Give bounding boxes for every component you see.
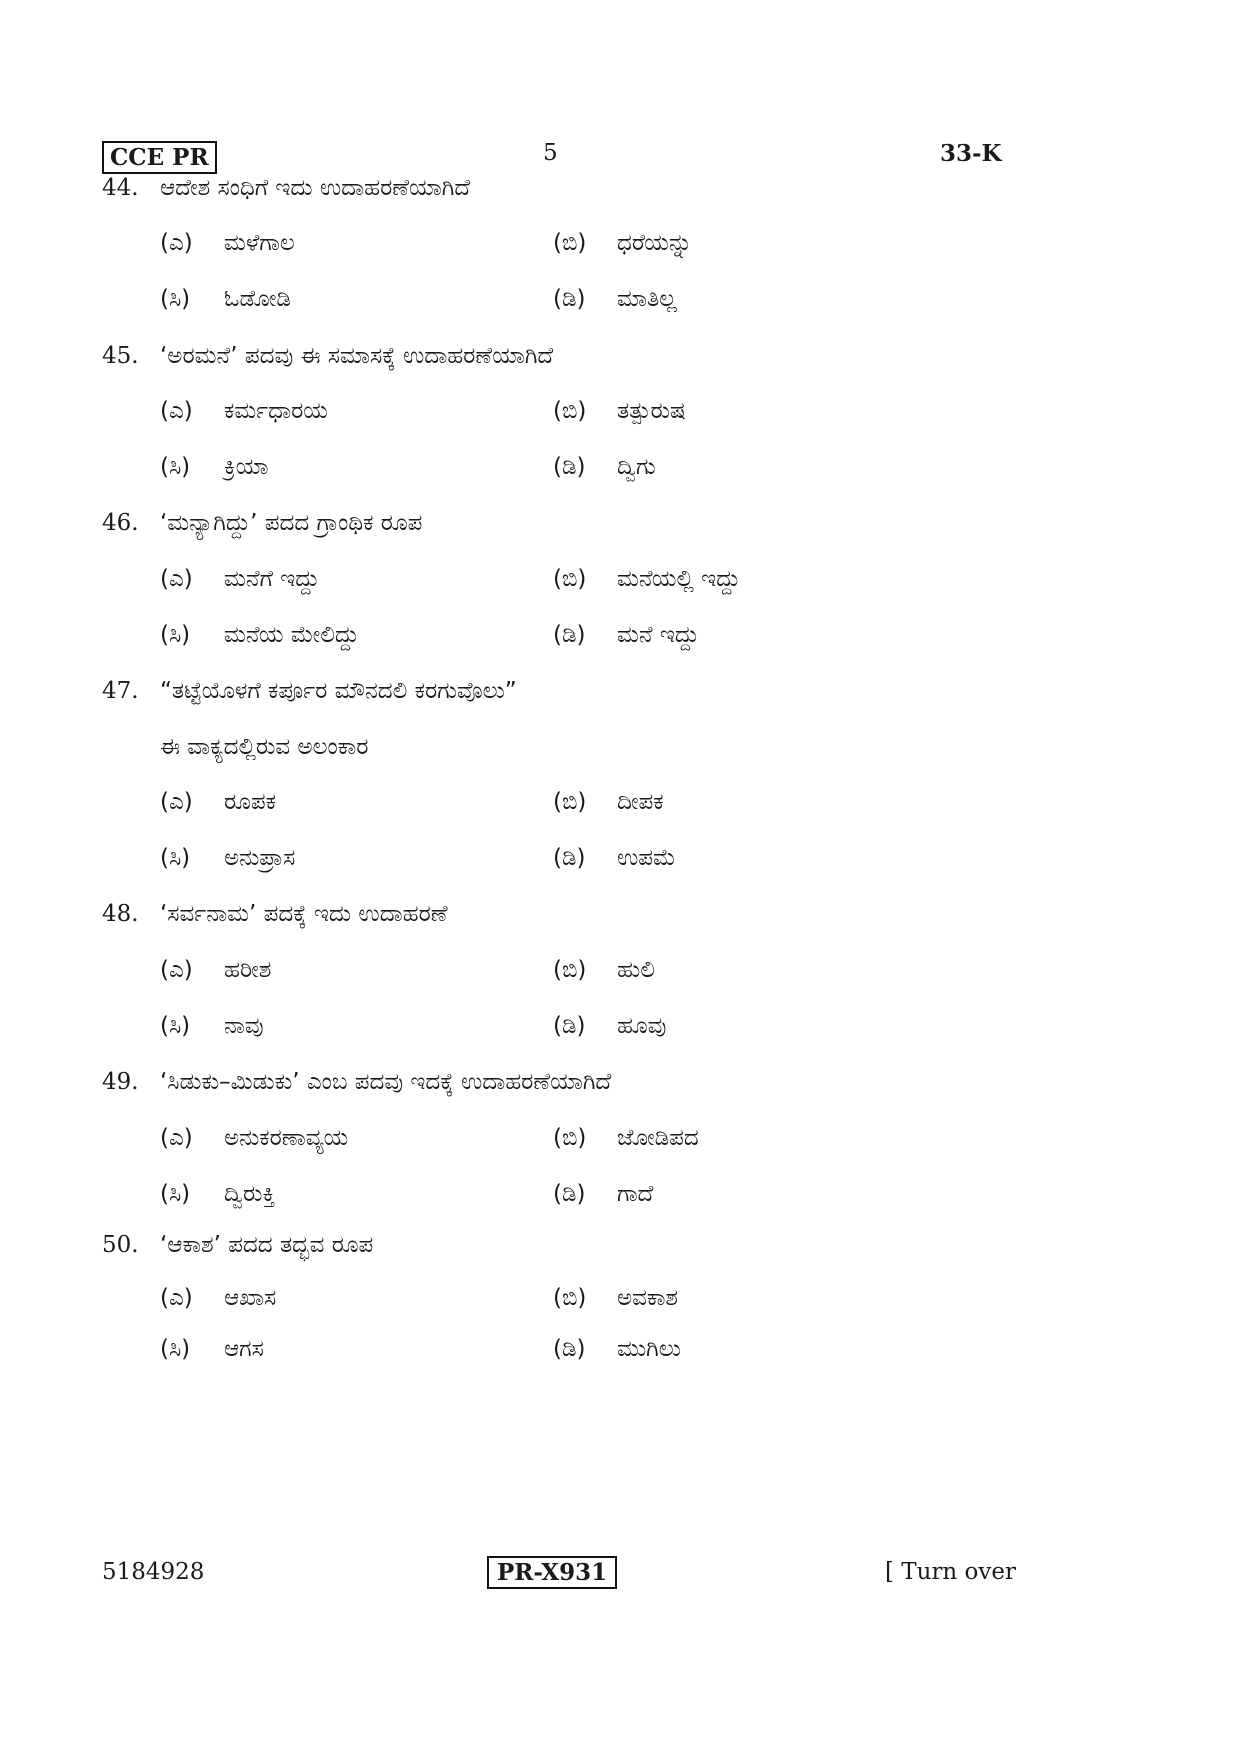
option-label: (ಎ) xyxy=(160,957,193,983)
option-text: ಮನೆಯ ಮೇಲಿದ್ದು xyxy=(224,622,360,648)
question-text: ಆದೇಶ ಸಂಧಿಗೆ ಇದು ಉದಾಹರಣೆಯಾಗಿದೆ xyxy=(160,175,471,201)
option-text: ರೂಪಕ xyxy=(224,789,276,815)
option-label: (ಎ) xyxy=(160,398,193,424)
option-text: ತತ್ಪುರುಷ xyxy=(617,398,686,424)
option-a[interactable] xyxy=(160,1283,276,1313)
option-c[interactable] xyxy=(160,284,291,314)
question-text: ‘ಆಕಾಶ’ ಪದದ ತದ್ಭವ ರೂಪ xyxy=(160,1232,374,1258)
option-b[interactable] xyxy=(553,396,686,426)
option-label: (ಸಿ) xyxy=(160,1336,191,1362)
question-49 xyxy=(102,1067,611,1097)
turn-over-label: [ Turn over xyxy=(885,1559,1017,1585)
question-number: 49. xyxy=(102,1069,139,1095)
question-50 xyxy=(102,1230,373,1260)
option-b[interactable] xyxy=(553,1283,678,1313)
question-number: 44. xyxy=(102,175,139,201)
option-label: (ಸಿ) xyxy=(160,286,191,312)
option-label: (ಎ) xyxy=(160,230,193,256)
option-label: (ಬಿ) xyxy=(553,1125,587,1151)
option-label: (ಎ) xyxy=(160,1125,193,1151)
option-label: (ಬಿ) xyxy=(553,566,587,592)
option-label: (ಬಿ) xyxy=(553,957,587,983)
option-text: ಗಾದೆ xyxy=(617,1181,654,1207)
question-47 xyxy=(102,676,517,706)
option-d[interactable] xyxy=(553,452,656,482)
option-c[interactable] xyxy=(160,452,268,482)
option-c[interactable] xyxy=(160,843,295,873)
question-number: 47. xyxy=(102,678,139,704)
option-text: ಮನೆಗೆ ಇದ್ದು xyxy=(224,566,320,592)
option-label: (ಎ) xyxy=(160,1285,193,1311)
question-47-subtext: ಈ ವಾಕ್ಯದಲ್ಲಿರುವ ಅಲಂಕಾರ xyxy=(160,734,369,760)
option-label: (ಡಿ) xyxy=(553,286,586,312)
option-d[interactable] xyxy=(553,1334,681,1364)
question-text: ‘ಸರ್ವನಾಮ’ ಪದಕ್ಕೆ ಇದು ಉದಾಹರಣೆ xyxy=(160,901,448,927)
question-number: 48. xyxy=(102,901,139,927)
footer-center-code: PR-X931 xyxy=(487,1556,617,1589)
option-text: ಜೋಡಿಪದ xyxy=(617,1125,699,1151)
option-label: (ಡಿ) xyxy=(553,622,586,648)
question-number: 50. xyxy=(102,1232,139,1258)
option-label: (ಬಿ) xyxy=(553,1285,587,1311)
option-text: ಹೂವು xyxy=(617,1013,667,1039)
option-d[interactable] xyxy=(553,1011,666,1041)
option-text: ಅವಕಾಶ xyxy=(617,1285,678,1311)
option-text: ದೀಪಕ xyxy=(617,789,664,815)
option-text: ದ್ವಿಗು xyxy=(617,454,656,480)
question-48 xyxy=(102,899,448,929)
option-text: ಉಪಮೆ xyxy=(617,845,676,871)
option-text: ಮನೆ ಇದ್ದು xyxy=(617,622,700,648)
option-text: ಆಗಸ xyxy=(224,1336,264,1362)
option-text: ಧರೆಯನ್ನು xyxy=(617,230,693,256)
option-c[interactable] xyxy=(160,1011,264,1041)
option-text: ಮಾತಿಲ್ಲ xyxy=(617,286,677,312)
option-a[interactable] xyxy=(160,228,295,258)
option-text: ಅನುಪ್ರಾಸ xyxy=(224,845,296,871)
option-label: (ಡಿ) xyxy=(553,454,586,480)
option-text: ಮನೆಯಲ್ಲಿ ಇದ್ದು xyxy=(617,566,741,592)
option-d[interactable] xyxy=(553,843,676,873)
question-number: 46. xyxy=(102,510,139,536)
header-left-code: CCE PR xyxy=(102,141,217,174)
option-d[interactable] xyxy=(553,620,699,650)
option-text: ದ್ವಿರುಕ್ತಿ xyxy=(224,1181,276,1207)
option-label: (ಸಿ) xyxy=(160,1181,191,1207)
footer-left-code: 5184928 xyxy=(102,1559,205,1585)
question-text: “ತಟ್ಟೆಯೊಳಗೆ ಕರ್ಪೂರ ಮೌನದಲಿ ಕರಗುವೊಲು” xyxy=(160,678,517,704)
page-number: 5 xyxy=(543,140,558,166)
option-label: (ಡಿ) xyxy=(553,1336,586,1362)
option-a[interactable] xyxy=(160,787,276,817)
option-label: (ಡಿ) xyxy=(553,845,586,871)
option-d[interactable] xyxy=(553,1179,653,1209)
option-b[interactable] xyxy=(553,1123,699,1153)
option-text: ಓಡೋಡಿ xyxy=(224,286,291,312)
question-text: ‘ಮನ್ಯಾಗಿದ್ದು’ ಪದದ ಗ್ರಾಂಥಿಕ ರೂಪ xyxy=(160,510,423,536)
option-b[interactable] xyxy=(553,787,664,817)
option-text: ಮುಗಿಲು xyxy=(617,1336,681,1362)
option-label: (ಎ) xyxy=(160,566,193,592)
option-text: ಆಖಾಸ xyxy=(224,1285,277,1311)
option-text: ಕ್ರಿಯಾ xyxy=(224,454,269,480)
question-number: 45. xyxy=(102,343,139,369)
option-c[interactable] xyxy=(160,620,359,650)
question-46 xyxy=(102,508,422,538)
option-b[interactable] xyxy=(553,564,740,594)
option-label: (ಬಿ) xyxy=(553,789,587,815)
header-right-code: 33-K xyxy=(940,140,1002,167)
option-a[interactable] xyxy=(160,955,271,985)
option-text: ನಾವು xyxy=(224,1013,264,1039)
option-text: ಕರ್ಮಧಾರಯ xyxy=(224,398,328,424)
option-label: (ಡಿ) xyxy=(553,1013,586,1039)
option-label: (ಬಿ) xyxy=(553,230,587,256)
option-label: (ಬಿ) xyxy=(553,398,587,424)
question-text: ‘ಸಿಡುಕು–ಮಿಡುಕು’ ಎಂಬ ಪದವು ಇದಕ್ಕೆ ಉದಾಹರಣೆಯಾಗಿದೆ xyxy=(160,1069,612,1095)
option-label: (ಸಿ) xyxy=(160,454,191,480)
option-b[interactable] xyxy=(553,228,692,258)
option-c[interactable] xyxy=(160,1179,275,1209)
question-text: ‘ಅರಮನೆ’ ಪದವು ಈ ಸಮಾಸಕ್ಕೆ ಉದಾಹರಣೆಯಾಗಿದೆ xyxy=(160,343,554,369)
question-44 xyxy=(102,173,470,203)
option-text: ಹರೀಶ xyxy=(224,957,272,983)
option-text: ಮಳೆಗಾಲ xyxy=(224,230,295,256)
option-d[interactable] xyxy=(553,284,677,314)
option-label: (ಡಿ) xyxy=(553,1181,586,1207)
option-c[interactable] xyxy=(160,1334,264,1364)
option-b[interactable] xyxy=(553,955,655,985)
option-a[interactable] xyxy=(160,396,328,426)
question-45 xyxy=(102,341,553,371)
option-label: (ಸಿ) xyxy=(160,1013,191,1039)
option-a[interactable] xyxy=(160,1123,348,1153)
option-label: (ಎ) xyxy=(160,789,193,815)
option-label: (ಸಿ) xyxy=(160,845,191,871)
option-text: ಅನುಕರಣಾವ್ಯಯ xyxy=(224,1125,349,1151)
option-a[interactable] xyxy=(160,564,319,594)
option-label: (ಸಿ) xyxy=(160,622,191,648)
option-text: ಹುಲಿ xyxy=(617,957,655,983)
